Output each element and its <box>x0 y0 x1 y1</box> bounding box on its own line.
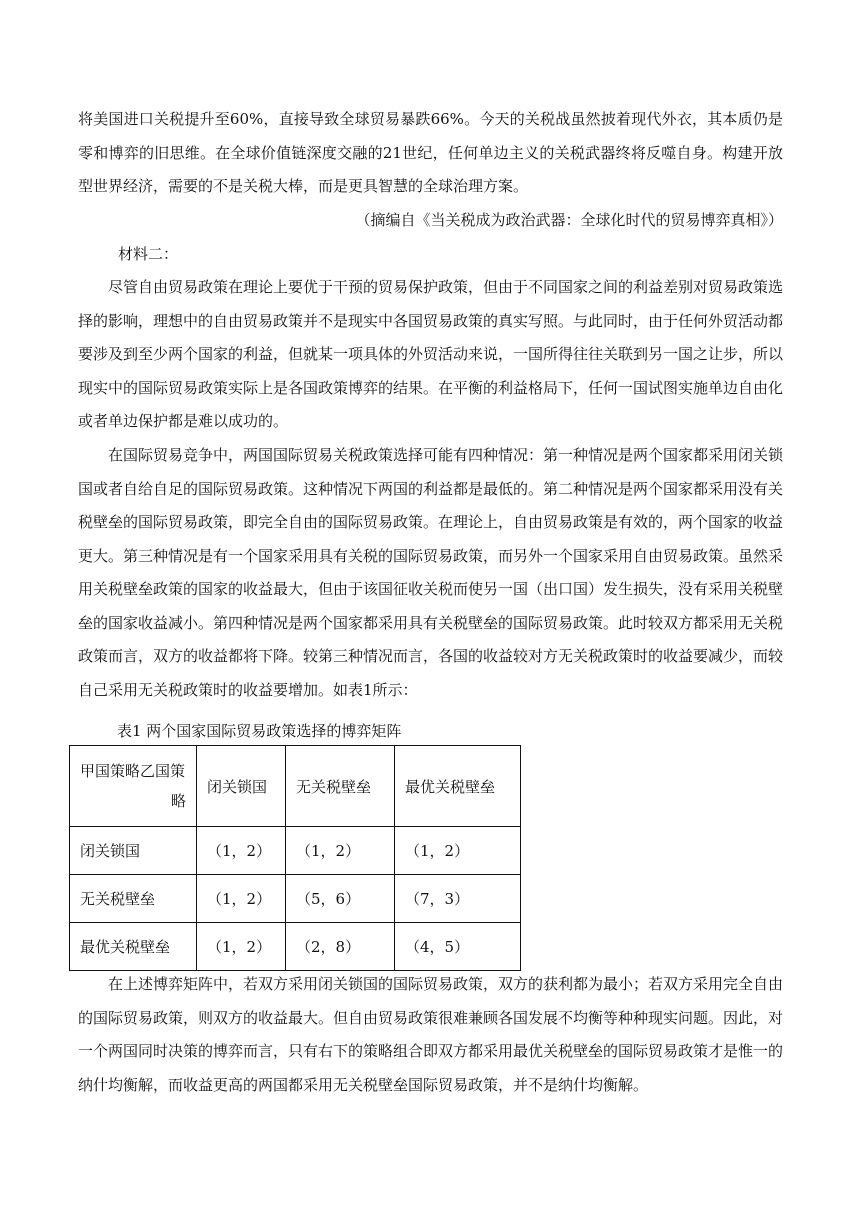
col-header: 无关税壁垒 <box>286 746 395 827</box>
table-corner-cell <box>70 746 197 827</box>
table-cell: （1，2） <box>395 827 521 875</box>
paragraph-trade-policy-theory: 尽管自由贸易政策在理论上要优于干预的贸易保护政策，但由于不同国家之间的利益差别对贸易政策选择的影响，理想中的自由贸易政策并不是现实中各国贸易政策的真实写照。与此同时，由于任何外贸活动都要涉及到至少两个国家的利益，但就某一项具体的外贸活动来说，一国所得往往关联到另一国之让步，所以现实中的国际贸易政策实际上是各国政策博弈的结果。在平衡的利益格局下，任何一国试图实施单边自由化或者单边保护都是难以成功的。 <box>78 278 784 430</box>
row-label: 无关税壁垒 <box>70 875 197 923</box>
source-citation: （摘编自《当关税成为政治武器：全球化时代的贸易博弈真相》） <box>355 211 783 229</box>
game-matrix-table <box>69 745 521 971</box>
table-cell: （1，2） <box>197 827 286 875</box>
table-row <box>70 827 521 875</box>
col-header: 闭关锁国 <box>197 746 286 827</box>
table-header-row <box>70 746 521 827</box>
paragraph-four-cases: 在国际贸易竞争中，两国国际贸易关税政策选择可能有四种情况：第一种情况是两个国家都采用闭关锁国或者自给自足的国际贸易政策。这种情况下两国的利益都是最低的。第二种情况是两个国家都采用没有关税壁垒的国际贸易政策，即完全自由的国际贸易政策。在理论上，自由贸易政策是有效的，两个国家的收益更大。第三种情况是有一个国家采用具有关税的国际贸易政策，而另外一个国家采用自由贸易政策。虽然采用关税壁垒政策的国家的收益最大，但由于该国征收关税而使另一国（出口国）发生损失，没有采用关税壁垒的国家收益减小。第四种情况是两个国家都采用具有关税壁垒的国际贸易政策。此时较双方都采用无关税政策而言，双方的收益都将下降。较第三种情况而言，各国的收益较对方无关税政策时的收益要减少，而较自己采用无关税政策时的收益要增加。如表1所示： <box>78 446 784 699</box>
corner-label-line1: 甲国策略乙国策 <box>80 762 186 780</box>
table-row <box>70 923 521 971</box>
paragraph-nash-equilibrium: 在上述博弈矩阵中，若双方采用闭关锁国的国际贸易政策，双方的获利都为最小；若双方采用完全自由的国际贸易政策，则双方的收益最大。但自由贸易政策很难兼顾各国发展不均衡等种种现实问题。因此，对一个两国同时决策的博弈而言，只有右下的策略组合即双方都采用最优关税壁垒的国际贸易政策才是惟一的纳什均衡解，而收益更高的两国都采用无关税壁垒国际贸易政策，并不是纳什均衡解。 <box>78 975 784 1094</box>
table-row <box>70 875 521 923</box>
corner-label-line2: 略 <box>170 792 186 810</box>
table-cell: （5，6） <box>286 875 395 923</box>
paragraph-intro-continued: 将美国进口关税提升至60%，直接导致全球贸易暴跌66%。今天的关税战虽然披着现代外衣，其本质仍是零和博弈的旧思维。在全球价值链深度交融的21世纪，任何单边主义的关税武器终将反噬自身。构建开放型世界经济，需要的不是关税大棒，而是更具智慧的全球治理方案。 <box>78 110 783 195</box>
row-label: 最优关税壁垒 <box>70 923 197 971</box>
table-caption: 表1 两个国家国际贸易政策选择的博弈矩阵 <box>117 722 402 740</box>
table-cell: （4，5） <box>395 923 521 971</box>
table-cell: （1，2） <box>197 875 286 923</box>
table-cell: （1，2） <box>286 827 395 875</box>
table-cell: （2，8） <box>286 923 395 971</box>
col-header: 最优关税壁垒 <box>395 746 521 827</box>
material-two-label: 材料二： <box>118 245 179 263</box>
row-label: 闭关锁国 <box>70 827 197 875</box>
table-cell: （1，2） <box>197 923 286 971</box>
table-cell: （7，3） <box>395 875 521 923</box>
